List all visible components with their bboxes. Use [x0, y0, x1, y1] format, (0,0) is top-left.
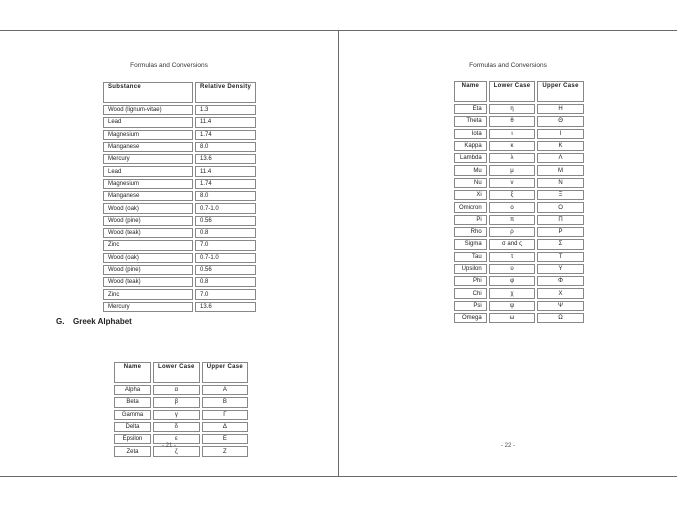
column-header-name: Name	[114, 362, 151, 383]
upper-case-cell: Ω	[537, 313, 583, 323]
page-number: - 21 -	[161, 443, 176, 449]
density-cell: 0.8	[195, 277, 256, 287]
table-row	[103, 154, 256, 164]
density-cell: 8.0	[195, 142, 256, 152]
lower-case-cell: π	[489, 215, 536, 225]
upper-case-cell: Ρ	[537, 227, 583, 237]
lower-case-cell: δ	[153, 422, 200, 432]
name-cell: Nu	[454, 178, 487, 188]
table-row	[103, 228, 256, 238]
lower-case-cell: β	[153, 397, 200, 407]
name-cell: Psi	[454, 301, 487, 311]
left-page	[0, 30, 339, 477]
upper-case-cell: Τ	[537, 252, 583, 262]
density-cell: 1.74	[195, 179, 256, 189]
section-letter: G.	[56, 317, 65, 326]
substance-cell: Wood (teak)	[103, 228, 193, 238]
upper-case-cell: Χ	[537, 288, 583, 298]
table-row	[114, 397, 248, 407]
upper-case-cell: Ε	[202, 434, 248, 444]
upper-case-cell: Α	[202, 385, 248, 395]
density-cell: 0.7-1.0	[195, 203, 256, 213]
table-row	[454, 252, 584, 262]
density-cell: 0.56	[195, 216, 256, 226]
substance-cell: Wood (lignum-vitae)	[103, 105, 193, 115]
table-row	[454, 301, 584, 311]
column-header-lower-case: Lower Case	[489, 81, 536, 102]
upper-case-cell: Π	[537, 215, 583, 225]
table-row	[103, 277, 256, 287]
substance-cell: Zinc	[103, 289, 193, 299]
substance-cell: Wood (oak)	[103, 253, 193, 263]
table-row	[454, 104, 584, 114]
name-cell: Kappa	[454, 141, 487, 151]
lower-case-cell: μ	[489, 165, 536, 175]
table-row	[454, 141, 584, 151]
name-cell: Lambda	[454, 153, 487, 163]
table-header-row	[103, 82, 256, 103]
table-row	[103, 130, 256, 140]
substance-cell: Magnesium	[103, 179, 193, 189]
name-cell: Xi	[454, 190, 487, 200]
substance-cell: Wood (pine)	[103, 216, 193, 226]
name-cell: Iota	[454, 129, 487, 139]
lower-case-cell: ν	[489, 178, 536, 188]
table-row	[103, 191, 256, 201]
density-cell: 0.7-1.0	[195, 253, 256, 263]
column-header-lower-case: Lower Case	[153, 362, 200, 383]
upper-case-cell: Φ	[537, 276, 583, 286]
name-cell: Theta	[454, 116, 487, 126]
lower-case-cell: ο	[489, 202, 536, 212]
upper-case-cell: Β	[202, 397, 248, 407]
name-cell: Beta	[114, 397, 151, 407]
table-row	[103, 253, 256, 263]
substance-cell: Mercury	[103, 302, 193, 312]
table-row	[103, 302, 256, 312]
upper-case-cell: Ζ	[202, 446, 248, 456]
table-row	[454, 202, 584, 212]
section-heading	[56, 317, 132, 326]
table-row	[454, 116, 584, 126]
table-row	[454, 276, 584, 286]
lower-case-cell: τ	[489, 252, 536, 262]
table-row	[454, 288, 584, 298]
substance-cell: Manganese	[103, 142, 193, 152]
column-header-relative-density: Relative Density	[195, 82, 256, 103]
upper-case-cell: Ν	[537, 178, 583, 188]
lower-case-cell: χ	[489, 288, 536, 298]
table-header-row	[454, 81, 584, 102]
name-cell: Mu	[454, 165, 487, 175]
relative-density-table	[101, 80, 258, 314]
lower-case-cell: ψ	[489, 301, 536, 311]
table-row	[103, 240, 256, 250]
upper-case-cell: Ξ	[537, 190, 583, 200]
name-cell: Sigma	[454, 239, 487, 249]
page-number: - 22 -	[500, 443, 515, 449]
name-cell: Gamma	[114, 410, 151, 420]
name-cell: Alpha	[114, 385, 151, 395]
name-cell: Pi	[454, 215, 487, 225]
name-cell: Rho	[454, 227, 487, 237]
substance-cell: Lead	[103, 117, 193, 127]
table-row	[454, 153, 584, 163]
name-cell: Phi	[454, 276, 487, 286]
table-row	[454, 264, 584, 274]
lower-case-cell: ι	[489, 129, 536, 139]
column-header-upper-case: Upper Case	[202, 362, 248, 383]
table-row	[114, 410, 248, 420]
upper-case-cell: Δ	[202, 422, 248, 432]
table-row	[454, 178, 584, 188]
lower-case-cell: α	[153, 385, 200, 395]
table-row	[454, 239, 584, 249]
upper-case-cell: Σ	[537, 239, 583, 249]
density-cell: 8.0	[195, 191, 256, 201]
name-cell: Chi	[454, 288, 487, 298]
density-cell: 11.4	[195, 117, 256, 127]
greek-table-body	[454, 104, 584, 323]
table-row	[454, 165, 584, 175]
substance-cell: Wood (oak)	[103, 203, 193, 213]
column-header-upper-case: Upper Case	[537, 81, 583, 102]
lower-case-cell: φ	[489, 276, 536, 286]
substance-cell: Wood (pine)	[103, 265, 193, 275]
lower-case-cell: ρ	[489, 227, 536, 237]
column-header-substance: Substance	[103, 82, 193, 103]
running-head: Formulas and Conversions	[469, 62, 547, 69]
density-cell: 11.4	[195, 166, 256, 176]
name-cell: Eta	[454, 104, 487, 114]
density-cell: 13.6	[195, 302, 256, 312]
table-header-row	[114, 362, 248, 383]
lower-case-cell: ε	[153, 434, 200, 444]
lower-case-cell: κ	[489, 141, 536, 151]
right-page	[338, 30, 677, 477]
name-cell: Upsilon	[454, 264, 487, 274]
running-head: Formulas and Conversions	[130, 62, 208, 69]
upper-case-cell: Θ	[537, 116, 583, 126]
upper-case-cell: Μ	[537, 165, 583, 175]
density-cell: 1.3	[195, 105, 256, 115]
upper-case-cell: Λ	[537, 153, 583, 163]
column-header-name: Name	[454, 81, 487, 102]
upper-case-cell: Ο	[537, 202, 583, 212]
table-row	[103, 179, 256, 189]
name-cell: Omega	[454, 313, 487, 323]
section-title: Greek Alphabet	[73, 317, 132, 326]
table-row	[103, 203, 256, 213]
lower-case-cell: λ	[489, 153, 536, 163]
greek-alphabet-table-part-2	[452, 79, 586, 325]
upper-case-cell: Ψ	[537, 301, 583, 311]
name-cell: Omicron	[454, 202, 487, 212]
table-row	[454, 227, 584, 237]
table-row	[103, 216, 256, 226]
lower-case-cell: υ	[489, 264, 536, 274]
table-row	[454, 215, 584, 225]
lower-case-cell: ω	[489, 313, 536, 323]
density-cell: 0.56	[195, 265, 256, 275]
substance-cell: Magnesium	[103, 130, 193, 140]
name-cell: Tau	[454, 252, 487, 262]
lower-case-cell: θ	[489, 116, 536, 126]
name-cell: Epsilon	[114, 434, 151, 444]
substance-cell: Lead	[103, 166, 193, 176]
substance-cell: Wood (teak)	[103, 277, 193, 287]
density-cell: 13.6	[195, 154, 256, 164]
lower-case-cell: σ and ς	[489, 239, 536, 249]
upper-case-cell: Κ	[537, 141, 583, 151]
table-row	[454, 313, 584, 323]
lower-case-cell: ζ	[153, 446, 200, 456]
density-cell: 7.0	[195, 289, 256, 299]
substance-cell: Mercury	[103, 154, 193, 164]
lower-case-cell: γ	[153, 410, 200, 420]
table-row	[103, 166, 256, 176]
substance-cell: Manganese	[103, 191, 193, 201]
density-cell: 7.0	[195, 240, 256, 250]
table-row	[114, 422, 248, 432]
lower-case-cell: ξ	[489, 190, 536, 200]
table-row	[103, 142, 256, 152]
table-row	[103, 117, 256, 127]
table-row	[454, 129, 584, 139]
upper-case-cell: Η	[537, 104, 583, 114]
density-cell: 0.8	[195, 228, 256, 238]
upper-case-cell: Υ	[537, 264, 583, 274]
density-table-body	[103, 105, 256, 312]
density-cell: 1.74	[195, 130, 256, 140]
table-row	[103, 265, 256, 275]
table-row	[454, 190, 584, 200]
table-row	[103, 289, 256, 299]
name-cell: Zeta	[114, 446, 151, 456]
upper-case-cell: Ι	[537, 129, 583, 139]
substance-cell: Zinc	[103, 240, 193, 250]
lower-case-cell: η	[489, 104, 536, 114]
upper-case-cell: Γ	[202, 410, 248, 420]
table-row	[114, 385, 248, 395]
table-row	[103, 105, 256, 115]
name-cell: Delta	[114, 422, 151, 432]
